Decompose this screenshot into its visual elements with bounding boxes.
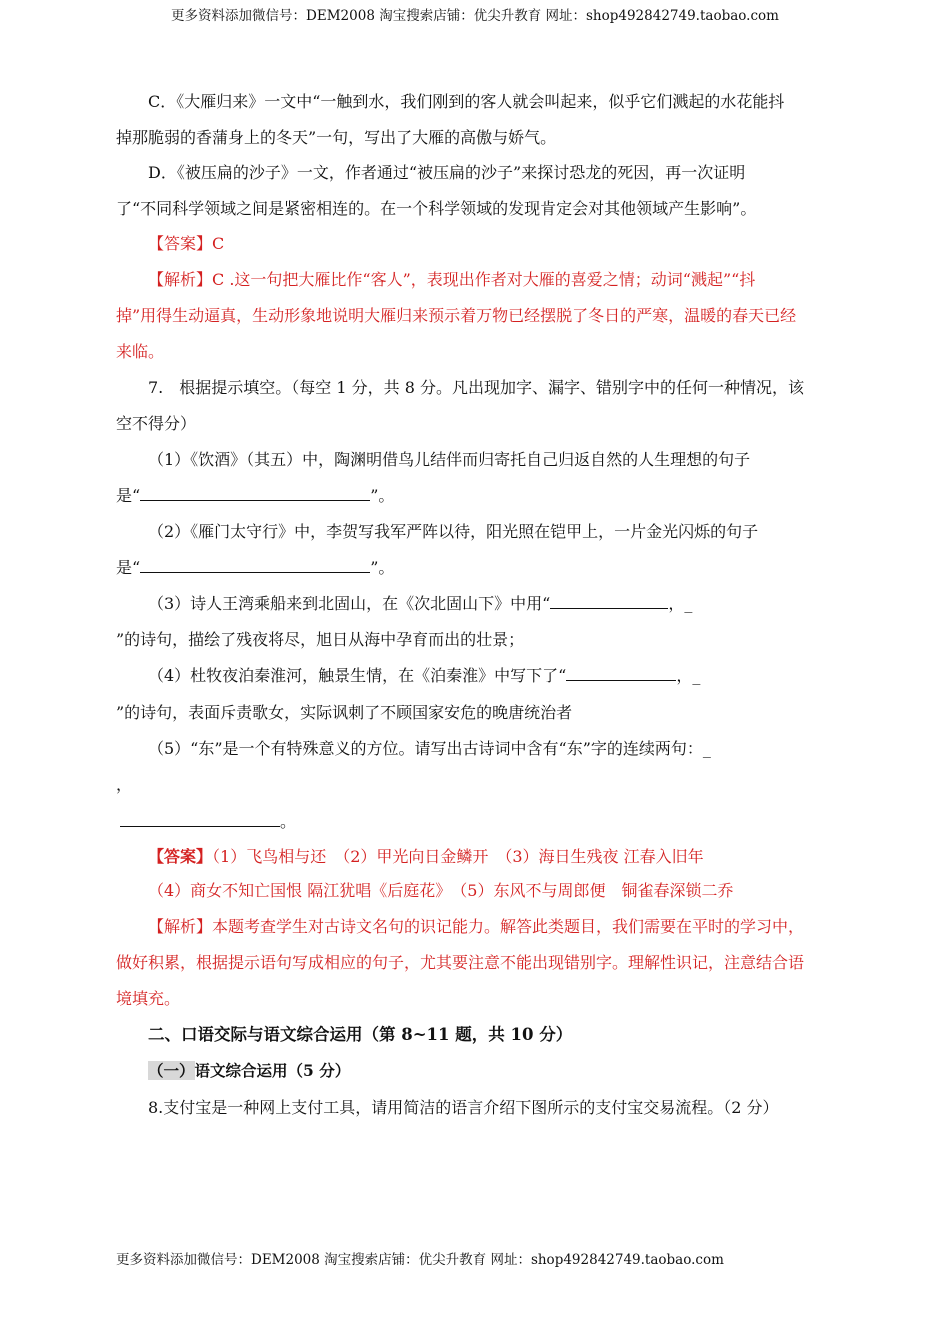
q7-sub3-prompt <box>148 593 692 615</box>
quote-close: ”。 <box>370 486 395 505</box>
answer-blank[interactable] <box>566 666 676 681</box>
q6-explanation-line1: 【解析】C .这一句把大雁比作“客人”，表现出作者对大雁的喜爱之情；动词“溅起”“抖 <box>148 270 756 289</box>
page-header: 更多资料添加微信号：DEM2008 淘宝搜索店铺：优尖升教育 网址：shop492842749.taobao.com <box>171 8 779 24</box>
q7-answer-line1 <box>148 846 704 868</box>
q6-explanation-line3: 来临。 <box>116 342 165 361</box>
answer-text: （1）飞鸟相与还 （2）甲光向日金鳞开 （3）海日生残夜 江春入旧年 <box>212 847 704 866</box>
q7-sub3-tail: ”的诗句，描绘了残夜将尽，旭日从海中孕育而出的壮景； <box>116 630 525 649</box>
prompt-text: （3）诗人王湾乘船来到北固山，在《次北固山下》中用“ <box>148 594 551 613</box>
answer-blank[interactable] <box>550 594 668 609</box>
answer-blank[interactable] <box>120 812 280 827</box>
answer-blank[interactable] <box>140 558 370 573</box>
q7-sub2-blank-line <box>116 557 394 579</box>
answer-label: 【答案】 <box>148 847 213 866</box>
answer-blank[interactable] <box>140 486 370 501</box>
q7-explanation-line2: 做好积累，根据提示语句写成相应的句子，尤其要注意不能出现错别字。理解性识记，注意结合语 <box>116 953 805 972</box>
q6-explanation-line2: 掉”用得生动逼真，生动形象地说明大雁归来预示着万物已经摆脱了冬日的严寒，温暖的春天已经 <box>116 306 797 325</box>
section-title: 二、口语交际与语文综合运用（第 8~11 题，共 10 分） <box>148 1025 573 1044</box>
period: 。 <box>280 812 297 831</box>
q7-stem-line1: 7. 根据提示填空。（每空 1 分，共 8 分。凡出现加字、漏字、错别字中的任何一种情况，该 <box>148 378 804 397</box>
subsection-number: （一） <box>148 1061 195 1080</box>
q7-explanation-line1: 【解析】本题考查学生对古诗文名句的识记能力。解答此类题目，我们需要在平时的学习中， <box>148 917 805 936</box>
option-d-line2: 了“不同科学领域之间是紧密相连的。在一个科学领域的发现肯定会对其他领域产生影响”。 <box>116 199 757 218</box>
quote-open: 是“ <box>116 486 141 505</box>
q7-sub5-blank-line <box>120 811 296 833</box>
quote-open: 是“ <box>116 558 141 577</box>
q7-sub4-tail: ”的诗句，表面斥责歌女，实际讽刺了不顾国家安危的晚唐统治者 <box>116 703 573 722</box>
q6-answer: 【答案】C <box>148 234 225 253</box>
subsection-label: 语文综合运用（5 分） <box>194 1061 351 1080</box>
q7-sub1-prompt: （1）《饮酒》（其五）中，陶渊明借鸟儿结伴而归寄托自己归返自然的人生理想的句子 <box>148 450 751 469</box>
q7-stem-line2: 空不得分） <box>116 414 197 433</box>
q7-sub2-prompt: （2）《雁门太守行》中，李贺写我军严阵以待，阳光照在铠甲上，一片金光闪烁的句子 <box>148 522 759 541</box>
quote-close: ”。 <box>370 558 395 577</box>
option-d-line1: D．《被压扁的沙子》一文，作者通过“被压扁的沙子”来探讨恐龙的死因，再一次证明 <box>148 163 746 182</box>
subsection-title <box>148 1060 350 1082</box>
q7-sub1-blank-line <box>116 485 394 507</box>
q7-sub5-prompt: （5）“东”是一个有特殊意义的方位。请写出古诗词中含有“东”字的连续两句：_ <box>148 739 711 758</box>
q7-sub5-comma: ， <box>116 775 133 794</box>
prompt-text: ，_ <box>676 666 701 685</box>
prompt-text: ，_ <box>668 594 693 613</box>
option-c-line2: 掉那脆弱的香蒲身上的冬天”一句，写出了大雁的高傲与娇气。 <box>116 128 557 147</box>
q7-sub4-prompt <box>148 665 700 687</box>
q8-prompt: 8.支付宝是一种网上支付工具，请用简洁的语言介绍下图所示的支付宝交易流程。（2 分） <box>148 1098 779 1117</box>
page-footer: 更多资料添加微信号：DEM2008 淘宝搜索店铺：优尖升教育 网址：shop492842749.taobao.com <box>116 1252 724 1268</box>
option-c-line1: C．《大雁归来》一文中“一触到水，我们刚到的客人就会叫起来，似乎它们溅起的水花能抖 <box>148 92 785 111</box>
q7-explanation-line3: 境填充。 <box>116 989 181 1008</box>
prompt-text: （4）杜牧夜泊秦淮河，触景生情，在《泊秦淮》中写下了“ <box>148 666 567 685</box>
q7-answer-line2: （4）商女不知亡国恨 隔江犹唱《后庭花》 （5）东风不与周郎便 铜雀春深锁二乔 <box>148 881 734 900</box>
